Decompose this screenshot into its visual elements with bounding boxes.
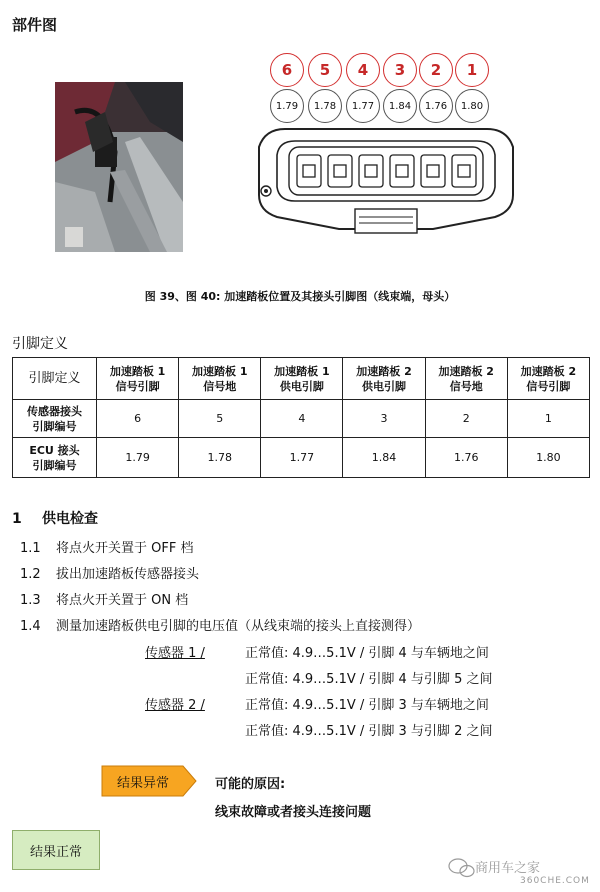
normal-value-line: 正常值: 4.9…5.1V / 引脚 3 与车辆地之间 [245, 698, 489, 713]
header-line: 加速踏板 1 [191, 364, 248, 378]
step-item [20, 537, 193, 556]
pin-number-circle: 2 [419, 53, 453, 87]
pin-number-circle: 5 [308, 53, 342, 87]
table-header-cell [97, 358, 179, 400]
sensor-2-label: 传感器 2 / [145, 698, 205, 713]
row-label-cell [13, 400, 97, 438]
result-normal-box: 结果正常 [12, 830, 100, 870]
normal-value-line: 正常值: 4.9…5.1V / 引脚 4 与车辆地之间 [245, 646, 489, 661]
step-number: 1.1 [20, 541, 41, 556]
label-line: 引脚编号 [32, 419, 77, 433]
pin-ecu-circle: 1.78 [308, 89, 342, 123]
step-item [20, 563, 199, 582]
table-cell: 4 [261, 400, 343, 438]
pin-ecu-circle: 1.79 [270, 89, 304, 123]
step-number: 1.2 [20, 567, 41, 582]
step-text: 将点火开关置于 OFF 档 [56, 541, 194, 556]
pin-number-circle: 3 [383, 53, 417, 87]
header-line: 供电引脚 [362, 379, 407, 393]
header-line: 加速踏板 2 [520, 364, 577, 378]
table-row [13, 400, 590, 438]
table-header-cell [507, 358, 589, 400]
header-line: 供电引脚 [279, 379, 324, 393]
table-cell: 2 [425, 400, 507, 438]
header-line: 加速踏板 1 [109, 364, 166, 378]
table-header-cell [343, 358, 425, 400]
step-item [20, 589, 188, 608]
table-header-cell [425, 358, 507, 400]
table-header-cell [179, 358, 261, 400]
row-label-cell [13, 438, 97, 478]
label-line: 传感器接头 [27, 404, 82, 418]
step-number: 1.4 [20, 619, 41, 634]
header-line: 信号地 [203, 379, 237, 393]
wechat-icon [449, 859, 474, 877]
table-cell: 1 [507, 400, 589, 438]
table-corner-cell: 引脚定义 [13, 358, 97, 400]
pin-ecu-circle: 1.77 [346, 89, 380, 123]
label-line: 引脚编号 [32, 458, 77, 472]
table-cell: 1.80 [507, 438, 589, 478]
watermark-domain: 360CHE.COM [520, 876, 590, 886]
table-cell: 1.79 [97, 438, 179, 478]
connector-diagram [255, 125, 517, 245]
step-text: 测量加速踏板供电引脚的电压值（从线束端的接头上直接测得） [56, 619, 421, 634]
step-text: 拔出加速踏板传感器接头 [56, 567, 200, 582]
table-cell: 1.78 [179, 438, 261, 478]
step-text: 将点火开关置于 ON 档 [56, 593, 189, 608]
normal-value-line: 正常值: 4.9…5.1V / 引脚 3 与引脚 2 之间 [245, 724, 493, 739]
table-row [13, 358, 590, 400]
label-line: ECU 接头 [29, 443, 80, 457]
table-cell: 5 [179, 400, 261, 438]
normal-value-line: 正常值: 4.9…5.1V / 引脚 4 与引脚 5 之间 [245, 672, 493, 687]
table-cell: 1.77 [261, 438, 343, 478]
pin-definition-table [12, 357, 590, 478]
pedal-photo [55, 82, 183, 252]
page-title: 部件图 [12, 16, 58, 34]
section-title-text: 供电检查 [42, 511, 98, 527]
table-cell: 1.76 [425, 438, 507, 478]
table-cell: 3 [343, 400, 425, 438]
header-line: 信号引脚 [526, 379, 571, 393]
header-line: 加速踏板 2 [356, 364, 412, 378]
header-line: 信号地 [449, 379, 483, 393]
sensor-1-label: 传感器 1 / [145, 646, 205, 661]
header-line: 加速踏板 1 [274, 364, 330, 378]
figure-caption: 图 39、图 40: 加速踏板位置及其接头引脚图（线束端，母头） [144, 290, 456, 303]
pin-ecu-circle: 1.76 [419, 89, 453, 123]
table-row [13, 438, 590, 478]
possible-cause-text: 线束故障或者接头连接问题 [215, 805, 372, 820]
section-number: 1 [12, 511, 22, 527]
header-line: 信号引脚 [115, 379, 160, 393]
pin-ecu-circle: 1.84 [383, 89, 417, 123]
table-header-cell [261, 358, 343, 400]
step-number: 1.3 [20, 593, 41, 608]
pin-number-circle: 4 [346, 53, 380, 87]
watermark-text: 商用车之家 [475, 861, 541, 876]
result-abnormal-label: 结果异常 [116, 775, 169, 791]
pin-number-circle: 6 [270, 53, 304, 87]
section-title [12, 508, 98, 528]
header-line: 加速踏板 2 [438, 364, 494, 378]
pin-ecu-circle: 1.80 [455, 89, 489, 123]
table-cell: 6 [97, 400, 179, 438]
possible-cause-title: 可能的原因: [215, 777, 286, 792]
table-cell: 1.84 [343, 438, 425, 478]
step-item [20, 615, 420, 634]
pin-number-circle: 1 [455, 53, 489, 87]
pin-definition-title: 引脚定义 [12, 336, 68, 352]
